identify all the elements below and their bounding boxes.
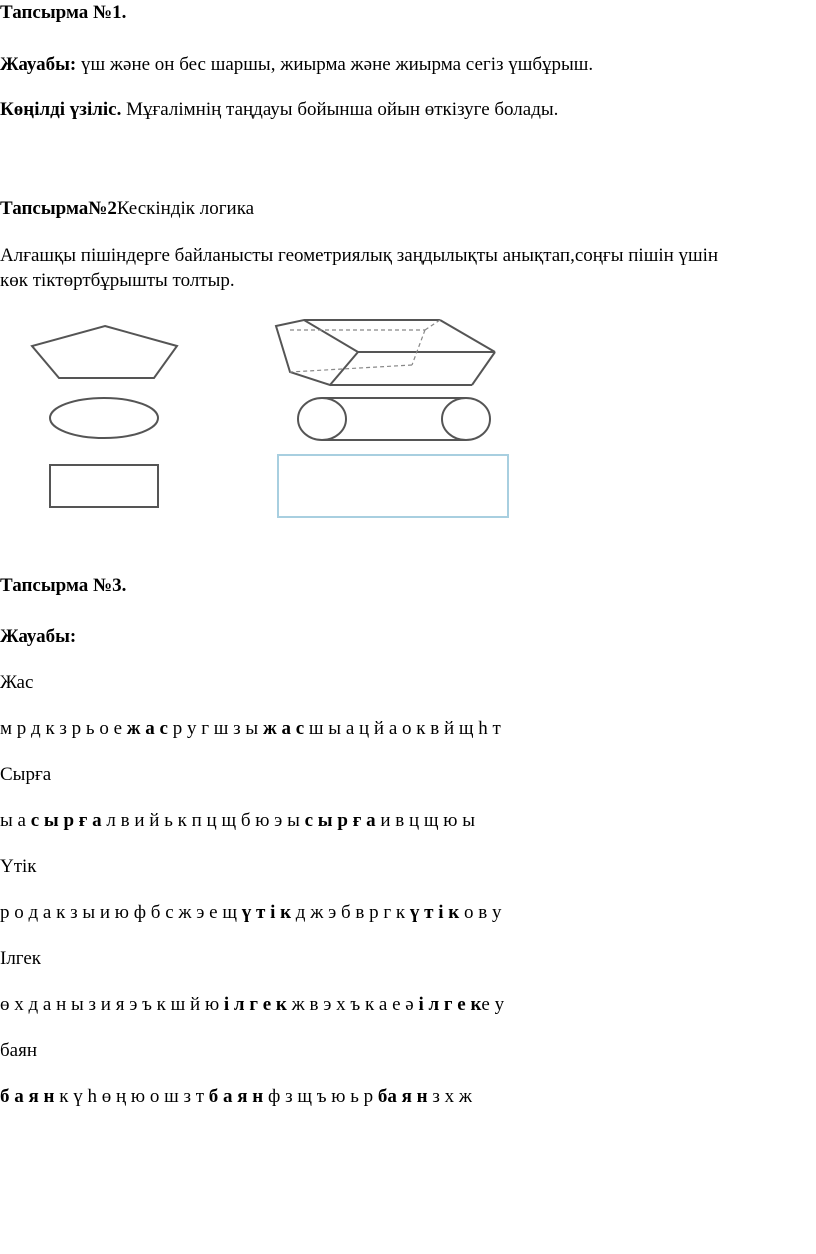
task1-break-text: Мұғалімнің таңдауы бойынша ойын өткізуге болады. <box>121 99 559 120</box>
task3-title: Тапсырма №3. <box>0 575 127 596</box>
task2-title-bold: Тапсырма№2 <box>0 198 117 219</box>
answer-box <box>278 455 508 517</box>
task3-letter-sequence <box>0 1086 472 1108</box>
pentagon-shape <box>32 326 177 378</box>
task3-word: Сырға <box>0 764 52 785</box>
letter-run: и в ц щ ю ы <box>375 810 475 831</box>
task1-answer-text: үш және он бес шаршы, жиырма және жиырма сегіз үшбұрыш. <box>76 54 594 75</box>
letter-run: л в и й ь к п ц щ б ю э ы <box>101 810 305 831</box>
task2-title-rest: Кескіндік логика <box>116 198 255 219</box>
pentagonal-prism-shape <box>276 320 495 385</box>
task1-break-label: Көңілді үзіліс. <box>0 99 122 120</box>
highlighted-word: ү т і к <box>241 902 292 923</box>
letter-run: д ж э б в р г к <box>291 902 410 923</box>
highlighted-word: ү т і к <box>409 902 460 923</box>
rectangle-shape <box>50 465 158 507</box>
task3-letter-sequence <box>0 718 501 740</box>
letter-run: м р д к з р ь о е <box>0 718 127 739</box>
highlighted-word: ж а с <box>262 718 305 739</box>
highlighted-word: ж а с <box>126 718 168 739</box>
task2-instruction-line2: көк тіктөртбұрышты толтыр. <box>0 270 235 291</box>
highlighted-word: ба я н <box>377 1086 428 1107</box>
task1-answer <box>0 54 593 76</box>
task2-instruction-line1: Алғашқы пішіндерге байланысты геометриялық заңдылықты анықтап,соңғы пішін үшін <box>0 245 719 266</box>
task3-word: Үтік <box>0 856 37 877</box>
letter-run: ө х д а н ы з и я э ъ к ш й ю <box>0 994 224 1015</box>
task1-title: Тапсырма №1. <box>0 2 127 23</box>
letter-run: р о д а к з ы и ю ф б с ж э е щ <box>0 902 242 923</box>
letter-run: р у г ш з ы <box>168 718 263 739</box>
task3-letter-sequence <box>0 810 475 832</box>
task3-word: Жас <box>0 672 34 693</box>
task2-title <box>0 198 254 220</box>
highlighted-word: і л г е к <box>418 994 482 1015</box>
letter-run: о в у <box>459 902 502 923</box>
task3-letter-sequence <box>0 902 501 924</box>
task1-break <box>0 99 558 121</box>
highlighted-word: с ы р ғ а <box>30 810 102 831</box>
letter-run: ж в э х ъ к а е ә <box>286 994 419 1015</box>
task1-answer-label: Жауабы: <box>0 54 77 75</box>
highlighted-word: с ы р ғ а <box>304 810 376 831</box>
task3-word: баян <box>0 1040 38 1061</box>
task3-letter-sequence <box>0 994 504 1016</box>
task3-answer-label: Жауабы: <box>0 626 77 647</box>
highlighted-word: і л г е к <box>223 994 287 1015</box>
cylinder-shape <box>298 398 490 440</box>
ellipse-shape <box>50 398 158 438</box>
letter-run: ш ы а ц й а о к в й щ һ т <box>304 718 501 739</box>
letter-run: ы а <box>0 810 31 831</box>
task3-word: Ілгек <box>0 948 42 969</box>
highlighted-word: б а я н <box>208 1086 264 1107</box>
highlighted-word: б а я н <box>0 1086 55 1107</box>
letter-run: з х ж <box>427 1086 473 1107</box>
letter-run: ф з щ ъ ю ь р <box>263 1086 378 1107</box>
letter-run: к ү һ ө ң ю о ш з т <box>54 1086 209 1107</box>
letter-run: е у <box>481 994 505 1015</box>
